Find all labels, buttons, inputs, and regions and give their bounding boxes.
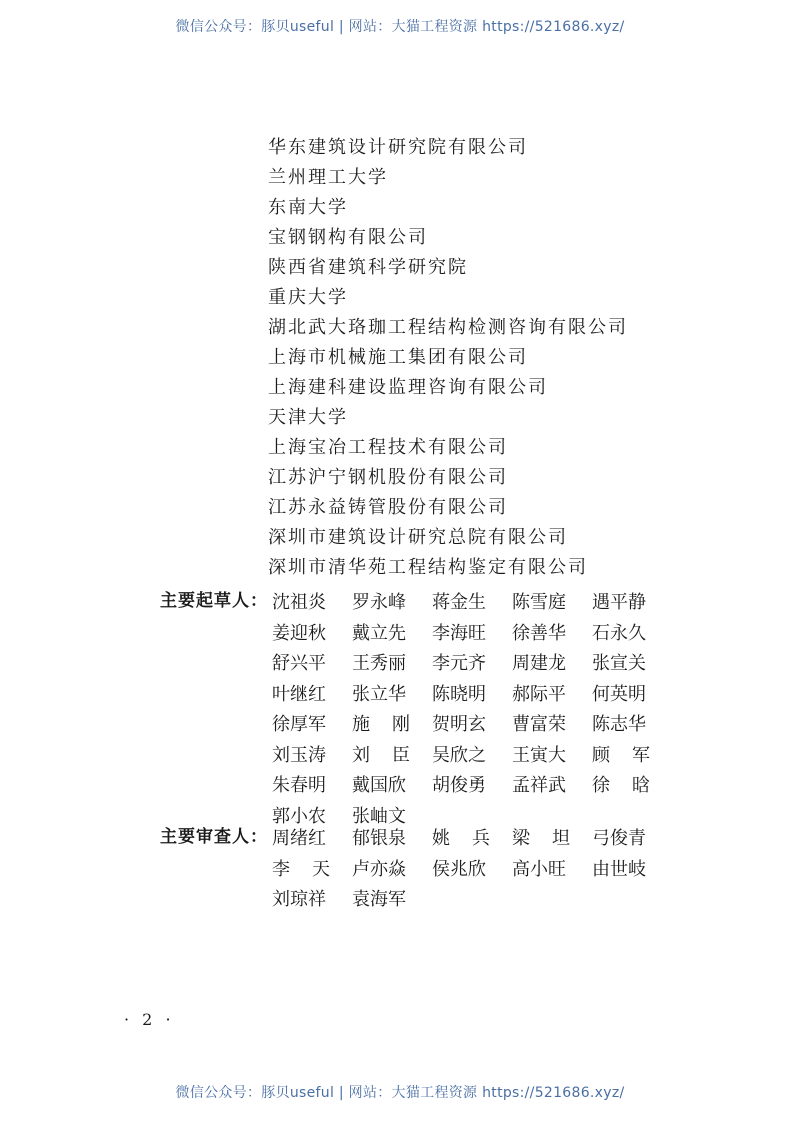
person-name: 徐厚军	[272, 714, 326, 735]
person-name: 徐 晗	[592, 775, 650, 796]
organization-item: 宝钢钢构有限公司	[268, 227, 428, 248]
person-name: 刘琼祥	[272, 889, 326, 910]
person-name: 李 天	[272, 858, 330, 880]
person-name: 叶继红	[272, 683, 326, 705]
watermark-bottom: 微信公众号：豚贝useful | 网站：大猫工程资源 https://521686.xyz/	[175, 1085, 625, 1101]
person-name: 周建龙	[512, 653, 566, 674]
drafters-names	[272, 586, 672, 830]
person-name: 张岫文	[352, 805, 406, 827]
person-name: 何英明	[592, 683, 646, 705]
organization-item: 华东建筑设计研究院有限公司	[268, 137, 528, 158]
person-name: 卢亦焱	[352, 858, 406, 880]
reviewers-names	[272, 822, 672, 914]
person-name: 吴欣之	[432, 744, 486, 766]
person-name: 王寅大	[512, 744, 566, 766]
organization-item: 陕西省建筑科学研究院	[268, 257, 468, 278]
person-name: 罗永峰	[352, 592, 406, 613]
person-name: 顾 军	[592, 744, 650, 766]
organization-item: 湖北武大珞珈工程结构检测咨询有限公司	[268, 317, 628, 338]
organization-item: 东南大学	[268, 197, 348, 218]
organization-item: 上海建科建设监理咨询有限公司	[268, 377, 548, 398]
organization-item: 上海市机械施工集团有限公司	[268, 347, 528, 368]
person-name: 陈晓明	[432, 683, 486, 705]
person-name: 石永久	[592, 622, 646, 644]
person-name: 周绪红	[272, 828, 326, 849]
organization-list	[268, 133, 628, 583]
person-name: 戴国欣	[352, 775, 406, 796]
organization-item: 兰州理工大学	[268, 167, 388, 188]
person-name: 梁 坦	[512, 828, 570, 849]
organization-item: 江苏沪宁钢机股份有限公司	[268, 467, 508, 488]
person-name: 贺明玄	[432, 714, 486, 735]
person-name: 侯兆欣	[432, 858, 486, 880]
person-name: 李元齐	[432, 653, 486, 674]
organization-item: 江苏永益铸管股份有限公司	[268, 497, 508, 518]
person-name: 施 刚	[352, 714, 410, 735]
person-name: 张立华	[352, 683, 406, 705]
person-name: 郭小农	[272, 805, 326, 827]
person-name: 朱春明	[272, 775, 326, 796]
person-name: 陈雪庭	[512, 592, 566, 613]
person-name: 弓俊青	[592, 828, 646, 849]
person-name: 曹富荣	[512, 714, 566, 735]
reviewers-label: 主要审查人：	[160, 827, 268, 847]
organization-item: 深圳市清华苑工程结构鉴定有限公司	[268, 557, 588, 578]
organization-item: 深圳市建筑设计研究总院有限公司	[268, 527, 568, 548]
person-name: 戴立先	[352, 622, 406, 644]
person-name: 舒兴平	[272, 653, 326, 674]
person-name: 蒋金生	[432, 592, 486, 613]
person-name: 袁海军	[352, 889, 406, 910]
drafters-label: 主要起草人：	[160, 591, 268, 611]
person-name: 孟祥武	[512, 775, 566, 796]
person-name: 姚 兵	[432, 828, 490, 849]
person-name: 张宣关	[592, 653, 646, 674]
person-name: 胡俊勇	[432, 775, 486, 796]
person-name: 高小旺	[512, 858, 566, 880]
person-name: 刘玉涛	[272, 744, 326, 766]
person-name: 遇平静	[592, 592, 646, 613]
person-name: 王秀丽	[352, 653, 406, 674]
person-name: 刘 臣	[352, 744, 410, 766]
person-name: 姜迎秋	[272, 622, 326, 644]
person-name: 沈祖炎	[272, 592, 326, 613]
organization-item: 重庆大学	[268, 287, 348, 308]
page-number: · 2 ·	[124, 1010, 175, 1029]
organization-item: 上海宝冶工程技术有限公司	[268, 437, 508, 458]
person-name: 郝际平	[512, 683, 566, 705]
person-name: 郁银泉	[352, 828, 406, 849]
person-name: 陈志华	[592, 714, 646, 735]
person-name: 徐善华	[512, 622, 566, 644]
watermark-top: 微信公众号：豚贝useful | 网站：大猫工程资源 https://521686.xyz/	[175, 19, 625, 35]
person-name: 李海旺	[432, 622, 486, 644]
organization-item: 天津大学	[268, 407, 348, 428]
person-name: 由世岐	[592, 858, 646, 880]
